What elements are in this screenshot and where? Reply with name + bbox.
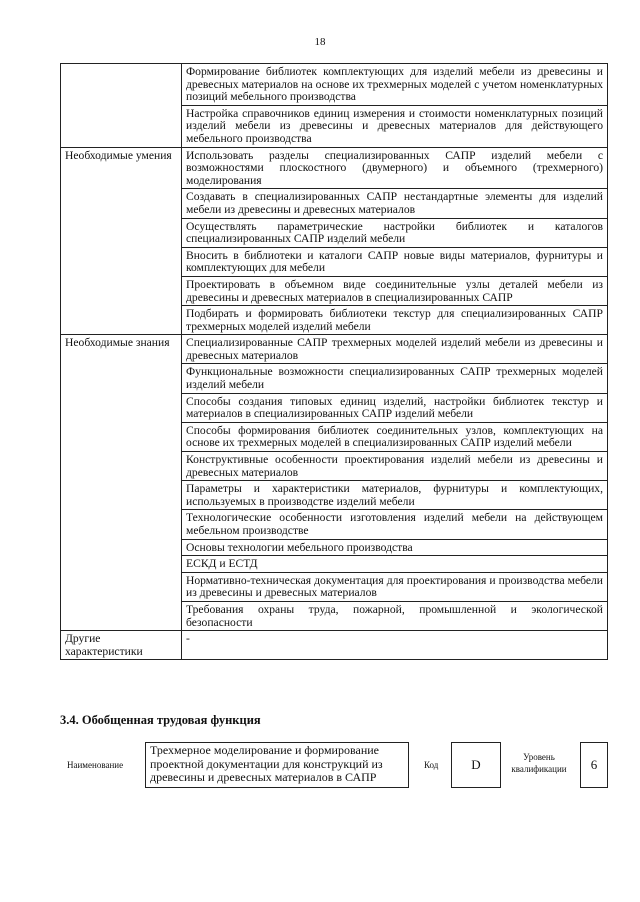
table-cell: Способы формирования библиотек соединительных узлов, комплектующих на основе их трехмерных моделей в специализированных САПР изделий мебели (182, 422, 608, 451)
table-cell: Настройка справочников единиц измерения и стоимости номенклатурных позиций изделий мебели из древесины и древесных материалов для действующего мебельного производства (182, 105, 608, 147)
table-cell: Проектировать в объемном виде соединительные узлы деталей мебели из древесины и древесных материалов в специализированных САПР (182, 276, 608, 305)
table-row (61, 147, 608, 189)
level-label: Уровень квалификации (511, 752, 567, 774)
row-group-label: Другие характеристики (61, 631, 182, 660)
table-cell: ЕСКД и ЕСТД (182, 556, 608, 573)
code-value-box: D (451, 742, 501, 788)
table-cell: Конструктивные особенности проектирования изделий мебели из древесины и древесных материалов (182, 452, 608, 481)
table-cell: Функциональные возможности специализированных САПР трехмерных моделей изделий мебели (182, 364, 608, 393)
table-cell: Формирование библиотек комплектующих для изделий мебели из древесины и древесных материалов на основе их трехмерных моделей с учетом номенклатурных позиций мебельного производства (182, 64, 608, 106)
table-cell: Способы создания типовых единиц изделий, настройки библиотек текстур и материалов в специализированных САПР изделий мебели (182, 393, 608, 422)
code-label: Код (424, 760, 439, 770)
name-label: Наименование (67, 760, 124, 770)
table-cell: Создавать в специализированных САПР нестандартные элементы для изделий мебели из древесины и древесных материалов (182, 189, 608, 218)
table-cell: Использовать разделы специализированных САПР изделий мебели с возможностями плоскостного (двумерного) и объемного (трехмерного) моделирования (182, 147, 608, 189)
table-cell: Осуществлять параметрические настройки библиотек и каталогов специализированных САПР изделий мебели (182, 218, 608, 247)
table-cell: Специализированные САПР трехмерных моделей изделий мебели из древесины и древесных материалов (182, 335, 608, 364)
table-cell: Нормативно-техническая документация для проектирования и производства мебели из древесины и древесных материалов (182, 572, 608, 601)
table-cell: Технологические особенности изготовления изделий мебели на действующем мебельном производстве (182, 510, 608, 539)
row-group-label: Необходимые умения (61, 147, 182, 335)
page-number: 18 (314, 36, 326, 48)
table-cell: - (182, 631, 608, 660)
table-row (61, 64, 608, 106)
row-group-label: Необходимые знания (61, 335, 182, 631)
table-row (61, 631, 608, 660)
table-row (61, 335, 608, 364)
table-cell: Вносить в библиотеки и каталоги САПР новые виды материалов, фурнитуры и комплектующих для мебели (182, 247, 608, 276)
section-title: 3.4. Обобщенная трудовая функция (60, 713, 261, 727)
level-value-box: 6 (580, 742, 608, 788)
row-group-label (61, 64, 182, 148)
competency-table (60, 63, 608, 660)
name-value-box: Трехмерное моделирование и формирование проектной документации для конструкций из древесины и древесных материалов в САПР (145, 742, 409, 788)
table-cell: Подбирать и формировать библиотеки текстур для специализированных САПР трехмерных моделей изделий мебели (182, 306, 608, 335)
table-cell: Параметры и характеристики материалов, фурнитуры и комплектующих, используемых в производстве изделий мебели (182, 481, 608, 510)
table-cell: Основы технологии мебельного производства (182, 539, 608, 556)
table-cell: Требования охраны труда, пожарной, промышленной и экологической безопасности (182, 601, 608, 630)
